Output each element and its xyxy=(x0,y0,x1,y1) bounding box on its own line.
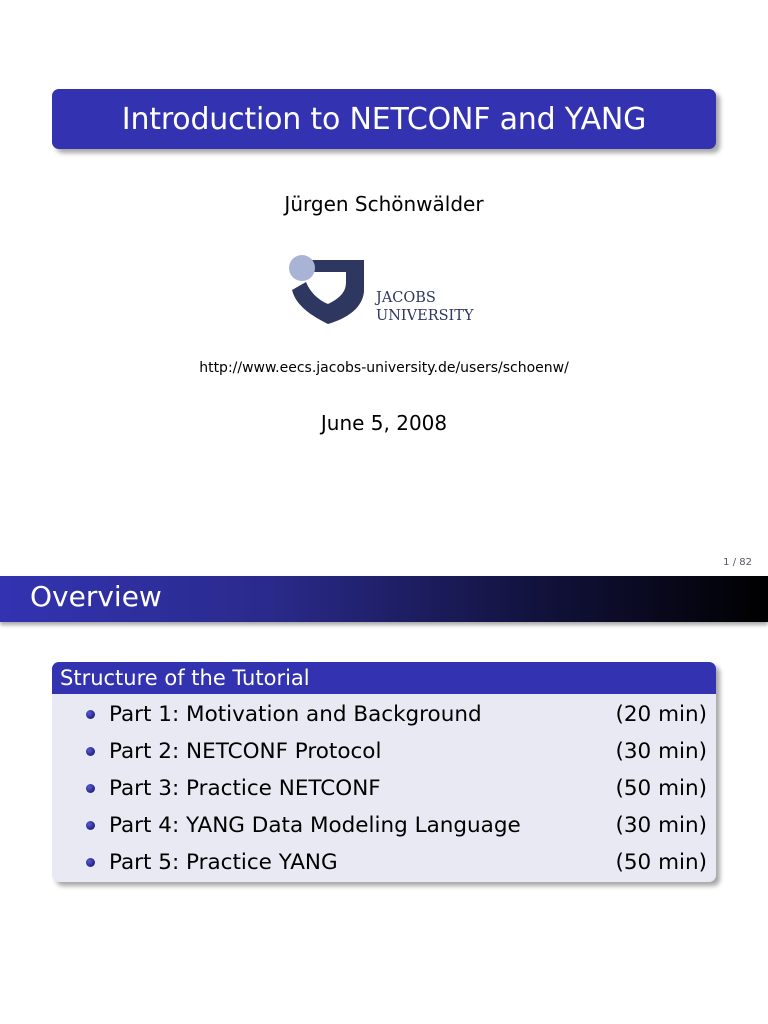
tutorial-parts-list xyxy=(52,694,716,881)
author-url: http://www.eecs.jacobs-university.de/users/schoenw/ xyxy=(199,360,569,376)
frame-title-bar xyxy=(0,576,768,622)
page-number: 1 / 82 xyxy=(723,557,752,568)
list-item xyxy=(52,807,716,844)
frame-title: Overview xyxy=(30,580,162,613)
logo-line-2: UNIVERSITY xyxy=(376,308,474,324)
list-item xyxy=(52,733,716,770)
logo-line-1: JACOBS xyxy=(376,290,436,306)
part-duration: (50 min) xyxy=(615,776,707,801)
overview-slide xyxy=(0,576,768,1024)
bullet-icon xyxy=(86,710,95,719)
author-name: Jürgen Schönwälder xyxy=(284,192,484,216)
part-label: Part 1: Motivation and Background xyxy=(109,702,482,727)
part-duration: (30 min) xyxy=(615,813,707,838)
part-duration: (30 min) xyxy=(615,739,707,764)
logo-text xyxy=(376,289,474,325)
part-label: Part 2: NETCONF Protocol xyxy=(109,739,382,764)
list-item xyxy=(52,696,716,733)
part-label: Part 4: YANG Data Modeling Language xyxy=(109,813,521,838)
bullet-icon xyxy=(86,821,95,830)
list-item xyxy=(52,844,716,881)
block-title: Structure of the Tutorial xyxy=(52,662,716,694)
jacobs-university-logo xyxy=(286,252,496,328)
part-label: Part 3: Practice NETCONF xyxy=(109,776,381,801)
part-duration: (50 min) xyxy=(615,850,707,875)
list-item xyxy=(52,770,716,807)
tutorial-structure-block xyxy=(52,662,716,882)
slide-title: Introduction to NETCONF and YANG xyxy=(121,101,647,137)
part-duration: (20 min) xyxy=(615,702,707,727)
logo-shield-icon xyxy=(286,252,366,328)
bullet-icon xyxy=(86,858,95,867)
part-label: Part 5: Practice YANG xyxy=(109,850,338,875)
presentation-date: June 5, 2008 xyxy=(320,411,448,435)
title-box xyxy=(52,89,716,149)
bullet-icon xyxy=(86,784,95,793)
bullet-icon xyxy=(86,747,95,756)
